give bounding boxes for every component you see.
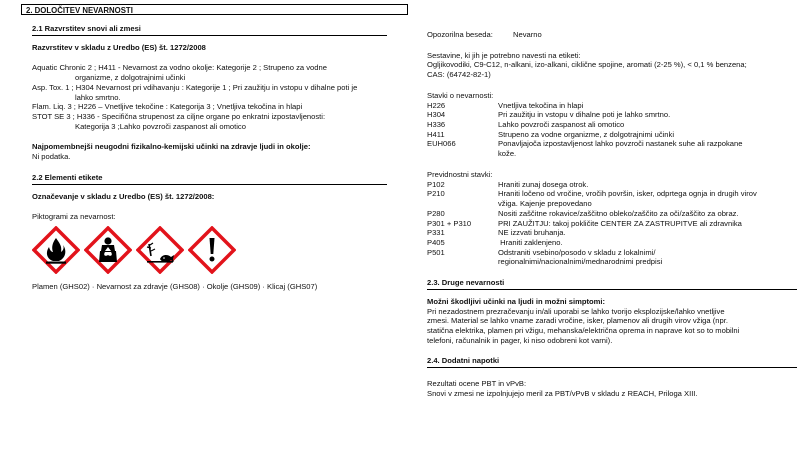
precaution-row [427,238,797,248]
effects-subtitle: Možni škodljivi učinki na ljudi in možni simptomi: [427,296,606,306]
precaution-row [427,180,797,190]
hazard-row [427,120,797,130]
hazard-text: Vnetljiva tekočina in hlapi [498,100,584,110]
classification-entry [32,83,387,102]
signal-word-row [427,30,797,40]
precaution-code: P331 [427,228,445,238]
effects-line: zmesi. Material se lahko vname zaradi vročine, isker, plamenov ali drugih virov vžiga (npr. [427,316,728,326]
hazard-code: H336 [427,120,446,130]
section-2-3-title: 2.3. Druge nevarnosti [427,278,797,290]
hazard-row [427,101,797,111]
precaution-text: Nositi zaščitne rokavice/zaščitno obleko/zaščito za oči/zaščito za obraz. [498,208,739,218]
precaution-code: P501 [427,247,445,257]
pbt-value: Snovi v zmesi ne izpolnjujejo meril za PBT/vPvB v skladu z REACH, Priloga XIII. [427,388,698,398]
hazard-text: Pri zaužitju in vstopu v dihalne poti je lahko smrtno. [498,110,671,120]
section-2-1-title: 2.1 Razvrstitev snovi ali zmesi [32,24,387,36]
pictograms-label: Piktogrami za nevarnost: [32,212,116,222]
precaution-text: Hraniti ločeno od vročine, vročih površin, isker, odprtega ognja in drugih virov vžiga. Kajenje prepovedano [498,189,757,209]
key-effects-value: Ni podatka. [32,152,71,162]
left-column [32,24,387,292]
pictograms-caption: Plamen (GHS02) · Nevarnost za zdravje (GHS08) · Okolje (GHS09) · Klicaj (GHS07) [32,282,318,292]
effects-line: telefoni, računalnik in pager, ki niso odobreni kot varni). [427,335,613,345]
hazard-row [427,139,797,158]
pbt-label: Rezultati ocene PBT in vPvB: [427,379,527,389]
health-hazard-icon [84,226,132,274]
classification-line: Flam. Liq. 3 ; H226 – Vnetljive tekočine : Kategorija 3 ; Vnetljiva tekočina in hlapi [32,102,303,112]
classification-line: lahko smrtno. [75,92,121,102]
precaution-code: P280 [427,208,445,218]
section-2-2-title: 2.2 Elementi etikete [32,173,387,185]
classification-line: organizme, z dolgotrajnimi učinki [75,73,186,83]
precaution-row [427,189,797,208]
classification-line: Kategorija 3 ;Lahko povzroči zaspanost ali omotico [75,121,246,131]
classification-entry [32,112,387,131]
precaution-code: P405 [427,237,445,247]
hazard-code: H304 [427,110,446,120]
precaution-statements-title: Previdnostni stavki: [427,169,493,179]
hazard-code: EUH066 [427,139,456,149]
precaution-text: PRI ZAUŽITJU: takoj pokličite CENTER ZA ZASTRUPITVE ali zdravnika [498,218,742,228]
right-column [427,30,797,399]
classification-line: Asp. Tox. 1 ; H304 Nevarnost pri vdihavanju : Kategorije 1 ; Pri zaužitju in vstopu v dihalne poti je [32,82,358,92]
components-label: Sestavine, ki jih je potrebno navesti na etiketi: [427,50,581,60]
classification-entry [32,102,387,112]
key-effects-title: Najpomembnejši neugodni fizikalno-kemijski učinki na zdravje ljudi in okolje: [32,142,311,152]
signal-word-label: Opozorilna beseda: [427,30,493,39]
precaution-row [427,209,797,219]
signal-word-value: Nevarno [513,30,542,39]
hazard-text: Strupeno za vodne organizme, z dolgotrajnimi učinki [498,129,675,139]
effects-line: statična elektrika, plamen pri vžigu, mehanska/električna oprema in naprave kot so to mobilni [427,325,740,335]
pictogram-row [32,226,387,274]
section-2-4-title: 2.4. Dodatni napotki [427,356,797,368]
exclamation-icon [188,226,236,274]
precaution-code: P301 + P310 [427,218,472,228]
environment-icon [136,226,184,274]
precaution-text: Odstraniti vsebino/posodo v skladu z lokalnimi/ regionalnimi/nacionalnimi/mednarodnimi predpisi [498,247,663,267]
precaution-row [427,248,797,267]
precaution-code: P102 [427,179,445,189]
hazard-text: Ponavljajoča izpostavljenost lahko povzroči nastanek suhe ali razpokane kože. [498,139,743,159]
precaution-row [427,228,797,238]
effects-line: Pri nezadostnem prezračevanju in/ali uporabi se lahko tvorijo eksplozijske/lahko vnetljive [427,306,725,316]
hazard-row [427,110,797,120]
section-header: 2. DOLOČITEV NEVARNOSTI [21,4,408,15]
components-line: Ogljikovodiki, C9-C12, n-alkani, izo-alkani, ciklične spojine, aromati (2-25 %), < 0,1 % benzena; [427,60,747,70]
classification-subtitle: Razvrstitev v skladu z Uredbo (ES) št. 1272/2008 [32,42,206,52]
precaution-text: NE izzvati bruhanja. [498,228,566,238]
classification-line: Aquatic Chronic 2 ; H411 - Nevarnost za vodno okolje: Kategorije 2 ; Strupeno za vodne [32,63,327,73]
hazard-code: H226 [427,100,446,110]
flame-icon [32,226,80,274]
hazard-statements-title: Stavki o nevarnosti: [427,90,494,100]
classification-line: STOT SE 3 ; H336 - Specifična strupenost za ciljne organe po enkratni izpostavljenosti: [32,112,326,122]
hazard-text: Lahko povzroči zaspanost ali omotico [498,120,625,130]
components-line: CAS: (64742-82-1) [427,70,491,80]
precaution-text: Hraniti zunaj dosega otrok. [498,179,589,189]
precaution-text: Hraniti zaklenjeno. [498,237,563,247]
precaution-code: P210 [427,189,445,199]
hazard-row [427,130,797,140]
hazard-code: H411 [427,129,445,139]
classification-entry [32,63,387,82]
precaution-row [427,219,797,229]
labelling-subtitle: Označevanje v skladu z Uredbo (ES) št. 1272/2008: [32,191,215,201]
